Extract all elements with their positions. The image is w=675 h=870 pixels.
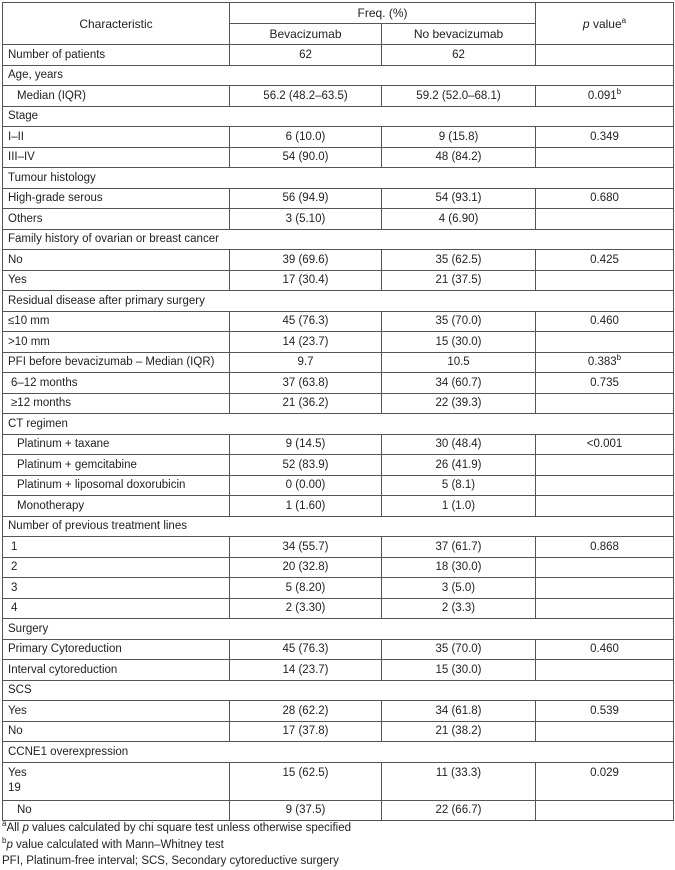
cell-bev: 39 (69.6) bbox=[230, 250, 382, 271]
table-row bbox=[3, 557, 674, 578]
section-row bbox=[3, 229, 674, 250]
row-label: No bbox=[3, 250, 230, 271]
cell-bev: 14 (23.7) bbox=[230, 332, 382, 353]
cell-bev: 52 (83.9) bbox=[230, 455, 382, 476]
cell-nobev: 1 (1.0) bbox=[382, 496, 536, 517]
footnote-a: $^a$All p values calculated by chi square test unless otherwise specified bbox=[2, 819, 352, 834]
table-row bbox=[3, 352, 674, 373]
cell-bev: 9 (37.5) bbox=[230, 800, 382, 821]
cell-nobev: 11 (33.3) bbox=[382, 762, 536, 800]
cell-p: 0.539 bbox=[536, 701, 674, 722]
cell-bev: 37 (63.8) bbox=[230, 373, 382, 394]
cell-p: 0.868 bbox=[536, 537, 674, 558]
cell-p bbox=[536, 209, 674, 230]
section-label: Family history of ovarian or breast cancer bbox=[3, 229, 674, 250]
section-label: Residual disease after primary surgery bbox=[3, 291, 674, 312]
cell-bev: 34 (55.7) bbox=[230, 537, 382, 558]
cell-p bbox=[536, 475, 674, 496]
characteristics-table bbox=[2, 2, 674, 821]
section-label: Tumour histology bbox=[3, 168, 674, 189]
cell-nobev: 10.5 bbox=[382, 352, 536, 373]
table-row bbox=[3, 45, 674, 66]
cell-nobev: 18 (30.0) bbox=[382, 557, 536, 578]
cell-p bbox=[536, 270, 674, 291]
table-row bbox=[3, 332, 674, 353]
section-row bbox=[3, 516, 674, 537]
cell-p: 0.091$^b$ bbox=[536, 86, 674, 107]
cell-bev: 1 (1.60) bbox=[230, 496, 382, 517]
cell-nobev: 2 (3.3) bbox=[382, 598, 536, 619]
table-row bbox=[3, 86, 674, 107]
cell-nobev: 34 (61.8) bbox=[382, 701, 536, 722]
table-row bbox=[3, 762, 674, 800]
cell-p bbox=[536, 332, 674, 353]
cell-p: 0.349 bbox=[536, 127, 674, 148]
cell-p: 0.735 bbox=[536, 373, 674, 394]
cell-nobev: 26 (41.9) bbox=[382, 455, 536, 476]
row-label: I–II bbox=[3, 127, 230, 148]
cell-p bbox=[536, 660, 674, 681]
row-label: 1 bbox=[3, 537, 230, 558]
section-row bbox=[3, 619, 674, 640]
cell-p bbox=[536, 598, 674, 619]
cell-nobev: 54 (93.1) bbox=[382, 188, 536, 209]
section-label: Number of previous treatment lines bbox=[3, 516, 674, 537]
cell-bev: 15 (62.5) bbox=[230, 762, 382, 800]
table-row bbox=[3, 147, 674, 168]
cell-bev: 45 (76.3) bbox=[230, 311, 382, 332]
table-row bbox=[3, 250, 674, 271]
cell-nobev: 35 (70.0) bbox=[382, 639, 536, 660]
row-label: 3 bbox=[3, 578, 230, 599]
cell-bev: 9 (14.5) bbox=[230, 434, 382, 455]
cell-p bbox=[536, 800, 674, 821]
cell-nobev: 30 (48.4) bbox=[382, 434, 536, 455]
table-row bbox=[3, 373, 674, 394]
table-row bbox=[3, 270, 674, 291]
table-row bbox=[3, 800, 674, 821]
row-label: Primary Cytoreduction bbox=[3, 639, 230, 660]
table-row bbox=[3, 537, 674, 558]
row-label: Yes bbox=[3, 701, 230, 722]
section-label: Stage bbox=[3, 106, 674, 127]
cell-bev: 54 (90.0) bbox=[230, 147, 382, 168]
header-bevacizumab: Bevacizumab bbox=[230, 24, 382, 45]
cell-bev: 17 (37.8) bbox=[230, 721, 382, 742]
row-label: PFI before bevacizumab – Median (IQR) bbox=[3, 352, 230, 373]
row-label: 6–12 months bbox=[3, 373, 230, 394]
cell-bev: 9.7 bbox=[230, 352, 382, 373]
cell-p: 0.460 bbox=[536, 639, 674, 660]
table-row bbox=[3, 639, 674, 660]
table-row bbox=[3, 721, 674, 742]
header-pvalue: p value$^a$ bbox=[536, 3, 674, 45]
table-row bbox=[3, 578, 674, 599]
cell-p bbox=[536, 496, 674, 517]
cell-nobev: 22 (66.7) bbox=[382, 800, 536, 821]
section-row bbox=[3, 168, 674, 189]
cell-p: 0.460 bbox=[536, 311, 674, 332]
table-row bbox=[3, 393, 674, 414]
cell-p: 0.680 bbox=[536, 188, 674, 209]
row-label: No bbox=[3, 721, 230, 742]
cell-bev: 28 (62.2) bbox=[230, 701, 382, 722]
row-label: Platinum + liposomal doxorubicin bbox=[3, 475, 230, 496]
cell-bev: 2 (3.30) bbox=[230, 598, 382, 619]
cell-bev: 62 bbox=[230, 45, 382, 66]
cell-bev: 5 (8.20) bbox=[230, 578, 382, 599]
cell-p bbox=[536, 45, 674, 66]
footnote-abbreviations: PFI, Platinum-free interval; SCS, Secondary cytoreductive surgery bbox=[2, 855, 339, 867]
cell-bev: 56 (94.9) bbox=[230, 188, 382, 209]
section-label: Surgery bbox=[3, 619, 674, 640]
cell-bev: 45 (76.3) bbox=[230, 639, 382, 660]
cell-bev: 3 (5.10) bbox=[230, 209, 382, 230]
row-label: No bbox=[3, 800, 230, 821]
cell-nobev: 15 (30.0) bbox=[382, 660, 536, 681]
section-label: CT regimen bbox=[3, 414, 674, 435]
cell-p: 0.029 bbox=[536, 762, 674, 800]
footnote-b: $^b$p value calculated with Mann–Whitney test bbox=[2, 836, 224, 851]
table-row bbox=[3, 475, 674, 496]
cell-nobev: 35 (70.0) bbox=[382, 311, 536, 332]
row-label: Number of patients bbox=[3, 45, 230, 66]
cell-nobev: 15 (30.0) bbox=[382, 332, 536, 353]
row-label: 2 bbox=[3, 557, 230, 578]
row-label: Median (IQR) bbox=[3, 86, 230, 107]
row-label: >10 mm bbox=[3, 332, 230, 353]
cell-nobev: 21 (37.5) bbox=[382, 270, 536, 291]
row-label: 4 bbox=[3, 598, 230, 619]
row-label: III–IV bbox=[3, 147, 230, 168]
row-label: Platinum + gemcitabine bbox=[3, 455, 230, 476]
table-row bbox=[3, 701, 674, 722]
row-label: Monotherapy bbox=[3, 496, 230, 517]
cell-bev: 20 (32.8) bbox=[230, 557, 382, 578]
table-row bbox=[3, 188, 674, 209]
cell-bev: 0 (0.00) bbox=[230, 475, 382, 496]
table-row bbox=[3, 660, 674, 681]
cell-nobev: 35 (62.5) bbox=[382, 250, 536, 271]
row-label: Platinum + taxane bbox=[3, 434, 230, 455]
cell-p bbox=[536, 455, 674, 476]
cell-bev: 21 (36.2) bbox=[230, 393, 382, 414]
row-label: Others bbox=[3, 209, 230, 230]
cell-nobev: 5 (8.1) bbox=[382, 475, 536, 496]
cell-nobev: 22 (39.3) bbox=[382, 393, 536, 414]
section-row bbox=[3, 65, 674, 86]
table-row bbox=[3, 311, 674, 332]
cell-p: 0.383$^b$ bbox=[536, 352, 674, 373]
cell-bev: 17 (30.4) bbox=[230, 270, 382, 291]
table-row bbox=[3, 209, 674, 230]
section-label: Age, years bbox=[3, 65, 674, 86]
section-label: SCS bbox=[3, 680, 674, 701]
header-characteristic: Characteristic bbox=[3, 3, 230, 45]
cell-nobev: 4 (6.90) bbox=[382, 209, 536, 230]
cell-bev: 56.2 (48.2–63.5) bbox=[230, 86, 382, 107]
cell-p: 0.425 bbox=[536, 250, 674, 271]
section-row bbox=[3, 680, 674, 701]
table-row bbox=[3, 434, 674, 455]
row-label: Interval cytoreduction bbox=[3, 660, 230, 681]
row-label: Yes 19 bbox=[3, 762, 230, 800]
cell-nobev: 59.2 (52.0–68.1) bbox=[382, 86, 536, 107]
row-label: Yes bbox=[3, 270, 230, 291]
section-row bbox=[3, 291, 674, 312]
cell-bev: 6 (10.0) bbox=[230, 127, 382, 148]
row-label: ≤10 mm bbox=[3, 311, 230, 332]
cell-nobev: 21 (38.2) bbox=[382, 721, 536, 742]
row-label: High-grade serous bbox=[3, 188, 230, 209]
cell-nobev: 3 (5.0) bbox=[382, 578, 536, 599]
table-row bbox=[3, 496, 674, 517]
table-row bbox=[3, 455, 674, 476]
header-no-bevacizumab: No bevacizumab bbox=[382, 24, 536, 45]
cell-p bbox=[536, 393, 674, 414]
cell-nobev: 34 (60.7) bbox=[382, 373, 536, 394]
table-row bbox=[3, 127, 674, 148]
cell-nobev: 48 (84.2) bbox=[382, 147, 536, 168]
section-row bbox=[3, 742, 674, 763]
cell-p bbox=[536, 557, 674, 578]
cell-p bbox=[536, 721, 674, 742]
cell-bev: 14 (23.7) bbox=[230, 660, 382, 681]
section-row bbox=[3, 414, 674, 435]
table-row bbox=[3, 598, 674, 619]
cell-nobev: 37 (61.7) bbox=[382, 537, 536, 558]
cell-nobev: 9 (15.8) bbox=[382, 127, 536, 148]
cell-p bbox=[536, 578, 674, 599]
cell-p bbox=[536, 147, 674, 168]
section-row bbox=[3, 106, 674, 127]
cell-p: <0.001 bbox=[536, 434, 674, 455]
section-label: CCNE1 overexpression bbox=[3, 742, 674, 763]
row-label: ≥12 months bbox=[3, 393, 230, 414]
cell-nobev: 62 bbox=[382, 45, 536, 66]
header-freq: Freq. (%) bbox=[230, 3, 536, 24]
